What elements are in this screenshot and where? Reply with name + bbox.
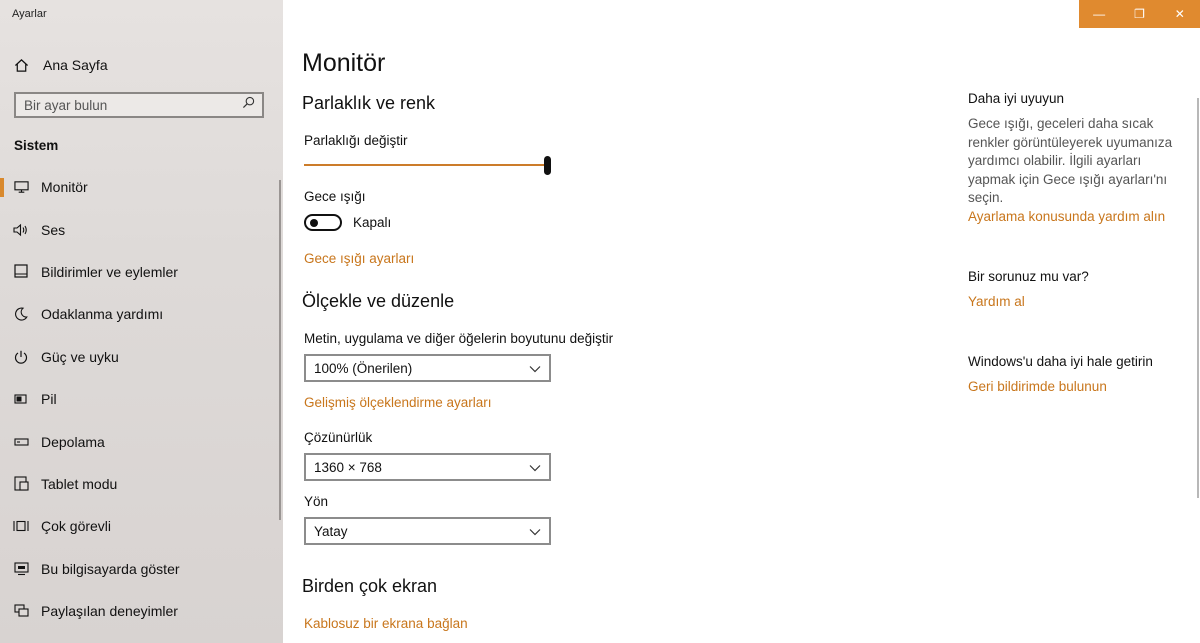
app-title: Ayarlar: [12, 8, 47, 20]
notification-icon: [13, 264, 29, 280]
toggle-knob: [310, 219, 318, 227]
brightness-slider[interactable]: [304, 156, 551, 174]
multitask-icon: [13, 518, 29, 534]
sidebar-item-power-sleep[interactable]: [0, 336, 283, 378]
sidebar-item-multitasking[interactable]: [0, 505, 283, 547]
search-box[interactable]: [14, 92, 264, 118]
sleep-better-heading: Daha iyi uyuyun: [968, 91, 1065, 106]
sidebar-item-label: Bu bilgisayarda göster: [41, 560, 180, 577]
chevron-down-icon: [529, 361, 541, 376]
night-light-state: Kapalı: [353, 215, 392, 230]
sleep-better-text: Gece ışığı, geceleri daha sıcak renkler görüntüleyerek uyumanıza yardımcı olabilir. İlgili ayarları yapmak için Gece ışığı ayarları'nı seçin.: [968, 116, 1173, 205]
sidebar-item-label: Monitör: [41, 179, 88, 196]
monitor-icon: [13, 179, 29, 195]
page-title: Monitör: [302, 49, 386, 77]
main-content: [283, 0, 1200, 643]
sidebar-item-project[interactable]: [0, 548, 283, 590]
get-help-link[interactable]: Yardım al: [968, 294, 1025, 309]
sidebar-item-monitor[interactable]: [0, 166, 283, 208]
restore-icon: ❐: [1134, 7, 1145, 21]
night-light-settings-link[interactable]: Gece ışığı ayarları: [304, 251, 415, 266]
sidebar-item-label: Pil: [41, 391, 57, 408]
sidebar-scrollbar[interactable]: [279, 180, 281, 520]
question-heading: Bir sorunuz mu var?: [968, 269, 1089, 284]
sidebar-item-battery[interactable]: [0, 378, 283, 420]
wireless-display-link[interactable]: Kablosuz bir ekrana bağlan: [304, 616, 468, 631]
sidebar: [0, 0, 283, 643]
advanced-scaling-link[interactable]: Gelişmiş ölçeklendirme ayarları: [304, 395, 492, 410]
brightness-label: Parlaklığı değiştir: [304, 133, 408, 148]
sidebar-item-shared-experiences[interactable]: [0, 590, 283, 632]
sidebar-item-label: Bildirimler ve eylemler: [41, 263, 178, 280]
resolution-value: 1360 × 768: [314, 459, 382, 475]
shared-icon: [13, 603, 29, 619]
sidebar-item-tablet-mode[interactable]: [0, 463, 283, 505]
sidebar-item-label: Tablet modu: [41, 475, 118, 492]
search-icon[interactable]: [242, 96, 255, 114]
scale-dropdown[interactable]: [304, 354, 551, 382]
home-icon: [14, 58, 30, 73]
sidebar-item-label: Odaklanma yardımı: [41, 306, 164, 323]
text-size-label: Metin, uygulama ve diğer öğelerin boyutunu değiştir: [304, 331, 614, 346]
power-icon: [13, 349, 29, 365]
sidebar-section-label: Sistem: [14, 138, 59, 153]
sidebar-item-label: Güç ve uyku: [41, 348, 119, 365]
sidebar-item-label: Ses: [41, 221, 66, 238]
tablet-icon: [13, 476, 29, 492]
sidebar-item-storage[interactable]: [0, 420, 283, 462]
sidebar-item-label: Çok görevli: [41, 518, 112, 535]
close-icon: ✕: [1174, 7, 1185, 21]
sidebar-item-sound[interactable]: [0, 208, 283, 250]
multiple-displays-heading: Birden çok ekran: [302, 576, 438, 596]
night-light-toggle[interactable]: [304, 214, 342, 231]
adjust-help-link[interactable]: Ayarlama konusunda yardım alın: [968, 209, 1166, 224]
brightness-heading: Parlaklık ve renk: [302, 93, 436, 113]
search-input[interactable]: [24, 98, 234, 113]
resolution-dropdown[interactable]: [304, 453, 551, 481]
minimize-icon: —: [1093, 7, 1106, 21]
speaker-icon: [13, 222, 29, 238]
sidebar-item-home[interactable]: [14, 55, 108, 75]
orientation-label: Yön: [304, 494, 329, 509]
project-icon: [13, 561, 29, 577]
brightness-slider-track[interactable]: [304, 164, 544, 166]
scale-value: 100% (Önerilen): [314, 360, 413, 376]
orientation-dropdown[interactable]: [304, 517, 551, 545]
orientation-value: Yatay: [314, 523, 348, 539]
main-scrollbar[interactable]: [1197, 98, 1199, 498]
moon-icon: [13, 306, 29, 322]
resolution-label: Çözünürlük: [304, 430, 373, 445]
sidebar-item-focus-assist[interactable]: [0, 293, 283, 335]
sidebar-item-notifications[interactable]: [0, 251, 283, 293]
give-feedback-link[interactable]: Geri bildirimde bulunun: [968, 379, 1107, 394]
chevron-down-icon: [529, 524, 541, 539]
sidebar-item-label: Paylaşılan deneyimler: [41, 603, 178, 620]
improve-windows-heading: Windows'u daha iyi hale getirin: [968, 354, 1153, 369]
scale-layout-heading: Ölçekle ve düzenle: [302, 291, 455, 311]
sidebar-item-label: Depolama: [41, 433, 105, 450]
brightness-slider-thumb[interactable]: [544, 156, 551, 175]
chevron-down-icon: [529, 460, 541, 475]
battery-icon: [13, 391, 29, 407]
sidebar-nav: [0, 166, 283, 632]
storage-icon: [13, 434, 29, 450]
home-label: Ana Sayfa: [43, 57, 108, 73]
night-light-label: Gece ışığı: [304, 189, 366, 204]
